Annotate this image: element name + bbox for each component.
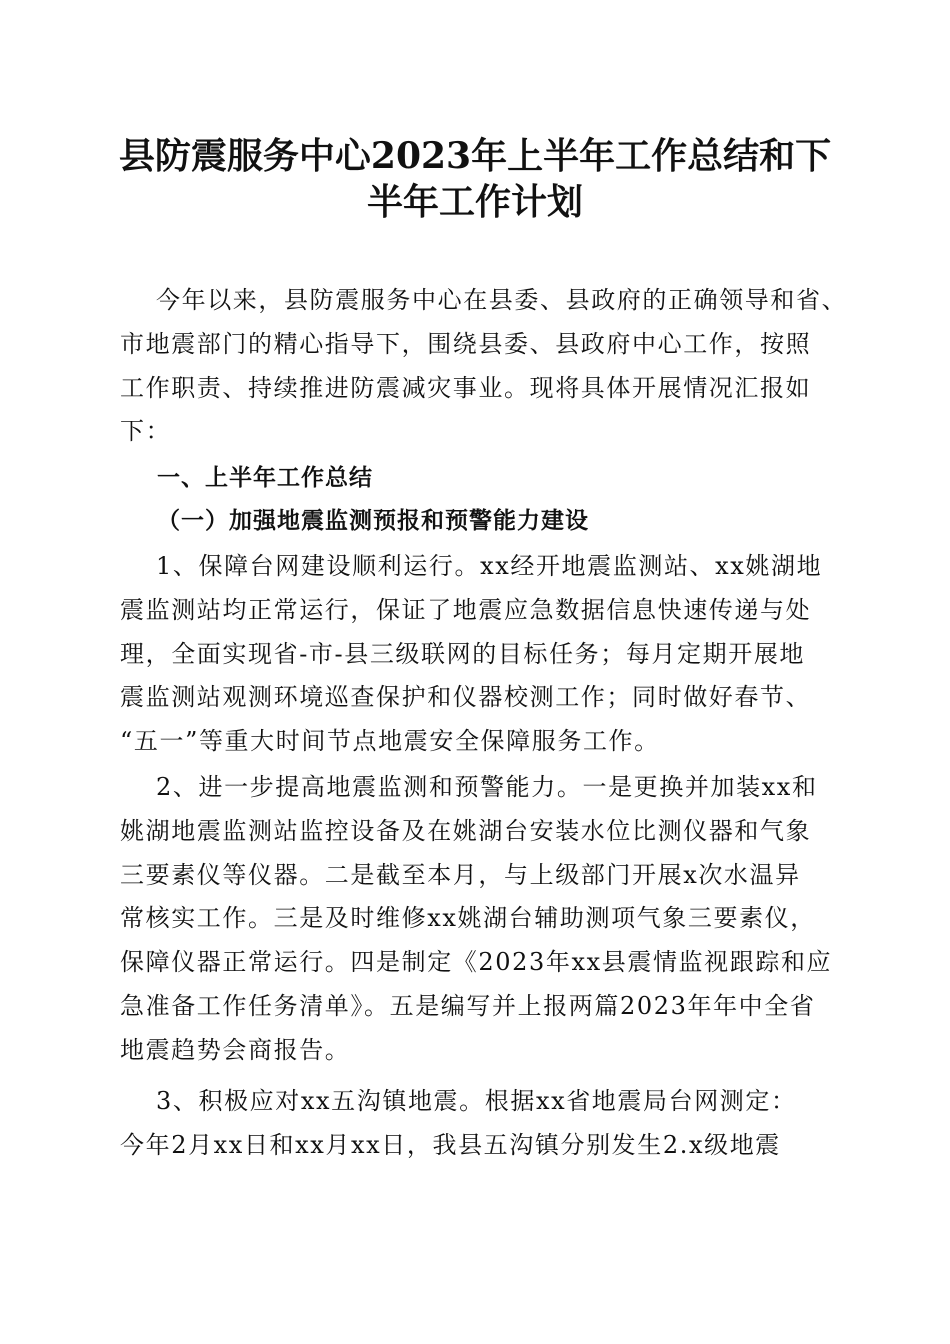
intro-paragraph (120, 279, 848, 454)
item-1-line: “五一”等重大时间节点地震安全保障服务工作。 (120, 727, 660, 756)
item-1-line: 震监测站观测环境巡查保护和仪器校测工作；同时做好春节、 (120, 683, 812, 712)
item-1-line: 理，全面实现省-市-县三级联网的目标任务；每月定期开展地 (120, 639, 806, 668)
title-line-2: 半年工作计划 (366, 181, 583, 223)
intro-line: 工作职责、持续推进防震减灾事业。现将具体开展情况汇报如 (120, 373, 812, 402)
item-2-line: 三要素仪等仪器。二是截至本月，与上级部门开展x次水温异 (120, 860, 801, 889)
intro-line: 市地震部门的精心指导下，围绕县委、县政府中心工作，按照 (120, 329, 812, 358)
item-2-line: 姚湖地震监测站监控设备及在姚湖台安装水位比测仪器和气象 (120, 816, 812, 845)
item-2-line: 2、进一步提高地震监测和预警能力。一是更换并加装xx和 (156, 773, 818, 801)
item-2-line: 常核实工作。三是及时维修xx姚湖台辅助测项气象三要素仪， (120, 904, 816, 933)
item-1-line: 1、保障台网建设顺利运行。xx经开地震监测站、xx姚湖地 (156, 552, 823, 580)
item-2-paragraph (120, 766, 832, 1073)
item-2-line: 急准备工作任务清单》。五是编写并上报两篇2023年年中全省 (120, 991, 816, 1020)
item-3-paragraph (120, 1080, 832, 1168)
title-line-1: 县防震服务中心2023年上半年工作总结和下 (118, 135, 832, 177)
item-2-line: 地震趋势会商报告。 (120, 1035, 351, 1064)
intro-line: 下： (120, 417, 172, 446)
item-2-line: 保障仪器正常运行。四是制定《2023年xx县震情监视跟踪和应 (120, 948, 833, 977)
item-1-line: 震监测站均正常运行，保证了地震应急数据信息快速传递与处 (120, 595, 812, 624)
intro-line: 今年以来，县防震服务中心在县委、县政府的正确领导和省、 (156, 286, 848, 314)
subsection-heading: （一）加强地震监测预报和预警能力建设 (157, 508, 589, 534)
section-heading: 一、上半年工作总结 (157, 465, 373, 491)
item-3-line: 3、积极应对xx五沟镇地震。根据xx省地震局台网测定： (156, 1087, 797, 1115)
item-1-paragraph (120, 545, 832, 764)
document-title (100, 133, 850, 225)
item-3-line: 今年2月xx日和xx月xx日，我县五沟镇分别发生2.x级地震 (120, 1130, 781, 1159)
